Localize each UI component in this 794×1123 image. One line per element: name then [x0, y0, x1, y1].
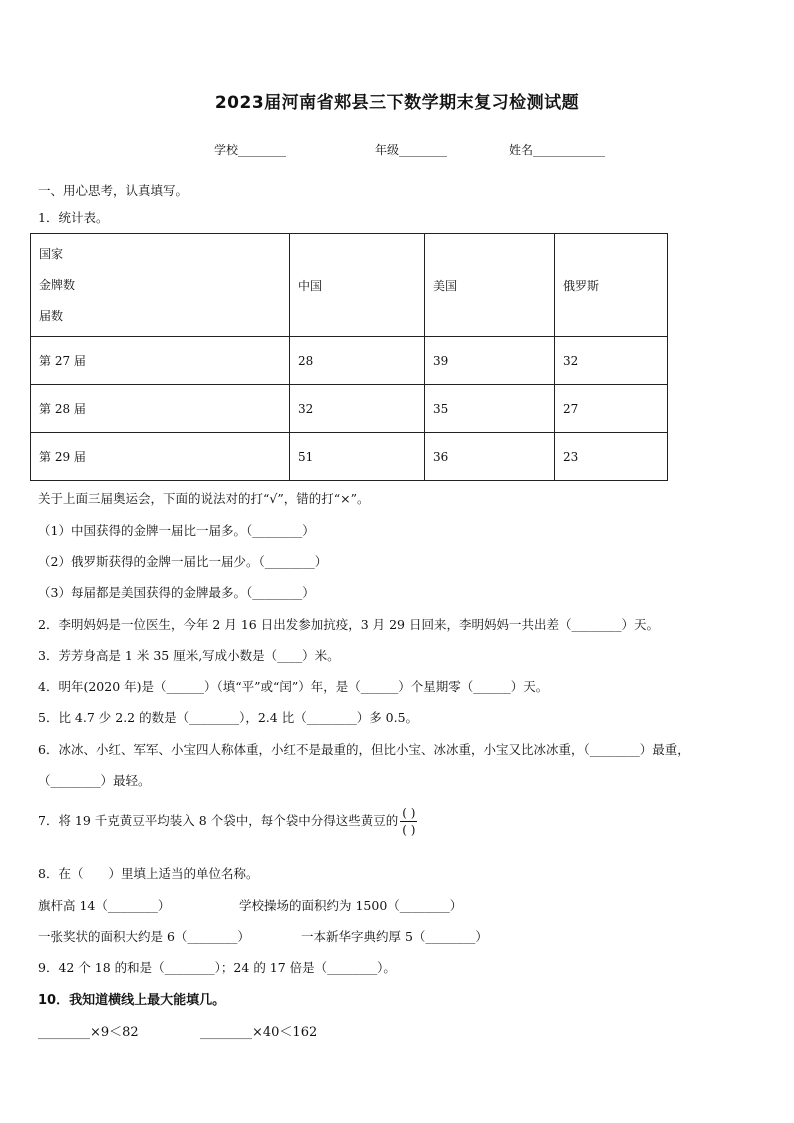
header-medals: 金牌数	[39, 277, 76, 292]
question-4[interactable]: 4．明年(2020 年)是（______）（填“平”或“闰”）年，是（______）个星期零（______）天。	[38, 679, 549, 694]
table-cell: 28	[290, 337, 425, 385]
table-cell: 23	[555, 433, 668, 481]
question-10-label: 10．我知道横线上最大能填几。	[38, 993, 226, 1008]
question-5[interactable]: 5．比 4.7 少 2.2 的数是（________），2.4 比（________）多 0.5。	[38, 710, 419, 725]
table-cell: 27	[555, 385, 668, 433]
school-field[interactable]: 学校________	[214, 143, 287, 157]
question-8-b[interactable]: 学校操场的面积约为 1500（________）	[239, 898, 463, 913]
column-header: 中国	[290, 234, 425, 337]
question-7-text: 7．将 19 千克黄豆平均装入 8 个袋中，每个袋中分得这些黄豆的	[38, 813, 399, 828]
question-1-prompt: 关于上面三届奥运会，下面的说法对的打“√”，错的打“×”。	[38, 491, 370, 506]
row-label: 第 29 届	[31, 433, 290, 481]
header-country: 国家	[39, 246, 64, 261]
table-header-corner	[31, 234, 290, 337]
row-label: 第 28 届	[31, 385, 290, 433]
section-heading: 一、用心思考，认真填写。	[38, 183, 189, 198]
fraction-denominator: ( )	[402, 823, 416, 837]
page-title: 2023届河南省郏县三下数学期末复习检测试题	[214, 93, 580, 113]
name-field[interactable]: 姓名____________	[509, 143, 606, 157]
question-10-a[interactable]: ________×9＜82	[38, 1025, 139, 1040]
table-row	[31, 433, 668, 481]
medal-table	[30, 233, 668, 481]
row-label: 第 27 届	[31, 337, 290, 385]
question-1-label: 1．统计表。	[38, 210, 109, 225]
question-1-sub-2[interactable]: （2）俄罗斯获得的金牌一届比一届少。（________）	[38, 554, 328, 569]
table-cell: 39	[425, 337, 555, 385]
column-header: 美国	[425, 234, 555, 337]
question-3[interactable]: 3．芳芳身高是 1 米 35 厘米,写成小数是（____）米。	[38, 648, 340, 663]
column-header: 俄罗斯	[555, 234, 668, 337]
question-8-c[interactable]: 一张奖状的面积大约是 6（________）	[38, 929, 250, 944]
question-8-a[interactable]: 旗杆高 14（________）	[38, 898, 171, 913]
question-8-d[interactable]: 一本新华字典约厚 5（________）	[301, 929, 488, 944]
question-1-sub-3[interactable]: （3）每届都是美国获得的金牌最多。（________）	[38, 585, 315, 600]
question-9[interactable]: 9．42 个 18 的和是（________）；24 的 17 倍是（________）。	[38, 960, 396, 975]
table-cell: 36	[425, 433, 555, 481]
question-10-b[interactable]: ________×40＜162	[200, 1025, 318, 1040]
table-cell: 32	[555, 337, 668, 385]
blank-fraction[interactable]	[400, 805, 417, 838]
grade-field[interactable]: 年级________	[375, 143, 448, 157]
question-1-sub-1[interactable]: （1）中国获得的金牌一届比一届多。（________）	[38, 523, 315, 538]
table-cell: 51	[290, 433, 425, 481]
table-row	[31, 337, 668, 385]
question-7[interactable]	[38, 805, 417, 838]
question-6-line-2[interactable]: （________）最轻。	[38, 773, 151, 788]
table-cell: 32	[290, 385, 425, 433]
question-8-label: 8．在（ ）里填上适当的单位名称。	[38, 866, 259, 881]
header-session: 届数	[39, 308, 64, 323]
table-cell: 35	[425, 385, 555, 433]
question-6-line-1[interactable]: 6．冰冰、小红、军军、小宝四人称体重，小红不是最重的，但比小宝、冰冰重，小宝又比冰冰重，（________）最重，	[38, 742, 690, 757]
fraction-numerator: ( )	[402, 806, 416, 820]
question-2[interactable]: 2．李明妈妈是一位医生，今年 2 月 16 日出发参加抗疫，3 月 29 日回来，李明妈妈一共出差（________）天。	[38, 617, 659, 632]
table-row	[31, 385, 668, 433]
